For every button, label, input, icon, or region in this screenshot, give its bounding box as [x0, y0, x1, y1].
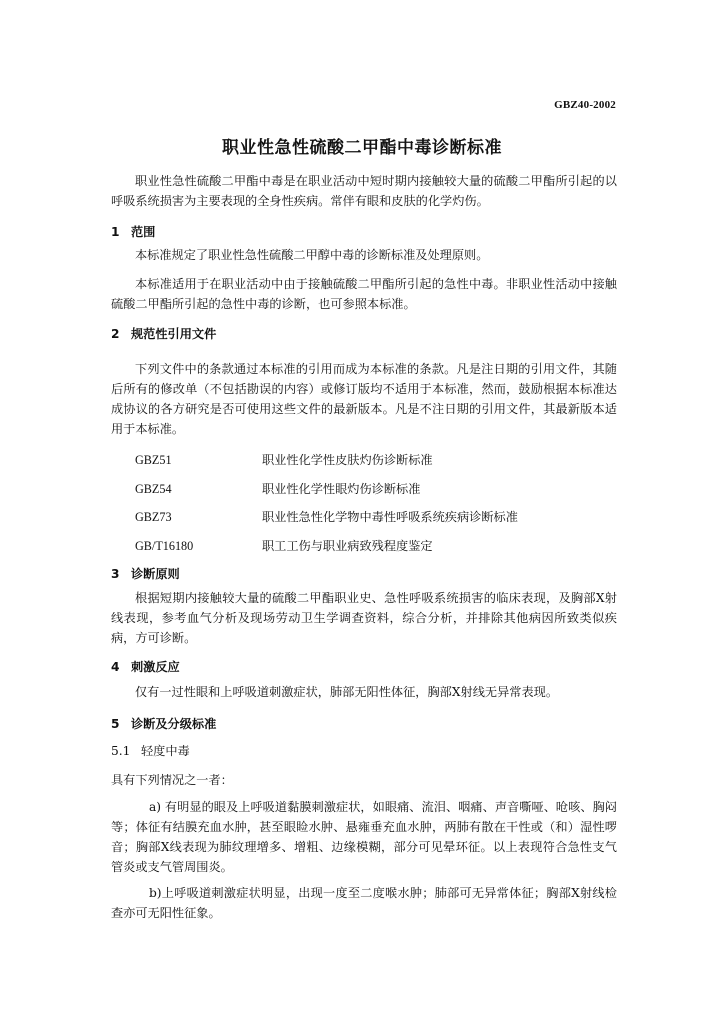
criteria-item-b: b)上呼吸道刺激症状明显，出现一度至二度喉水肿；肺部可无异常体征；胸部X射线检查亦可无阳性征象。 [111, 886, 617, 920]
standard-code: GBZ40-2002 [554, 99, 616, 111]
reference-row [135, 451, 433, 468]
reference-code: GBZ54 [135, 482, 172, 496]
reference-row [135, 508, 518, 525]
section-1-heading [111, 223, 155, 240]
reference-name: 职业性化学性皮肤灼伤诊断标准 [262, 453, 433, 467]
reference-name: 职业性化学性眼灼伤诊断标准 [262, 482, 421, 496]
section-2-heading [111, 325, 216, 342]
section-title: 范围 [131, 225, 156, 239]
section-number: 3 [111, 567, 120, 581]
section-number: 1 [111, 225, 120, 239]
intro-paragraph: 职业性急性硫酸二甲酯中毒是在职业活动中短时期内接触较大量的硫酸二甲酯所引起的以呼吸系统损害为主要表现的全身性疾病。常伴有眼和皮肤的化学灼伤。 [111, 174, 617, 208]
reference-name: 职业性急性化学物中毒性呼吸系统疾病诊断标准 [262, 510, 518, 524]
section-title: 诊断及分级标准 [131, 717, 217, 731]
section-title: 刺激反应 [131, 660, 180, 674]
section-3-heading [111, 565, 180, 582]
subsection-title: 轻度中毒 [141, 744, 190, 758]
section-title: 诊断原则 [131, 567, 180, 581]
section-5-heading [111, 715, 216, 732]
section-number: 4 [111, 660, 120, 674]
section-title: 规范性引用文件 [131, 327, 217, 341]
section-3-paragraph-1: 根据短期内接触较大量的硫酸二甲酯职业史、急性呼吸系统损害的临床表现，及胸部X射线表现，参考血气分析及现场劳动卫生学调查资料，综合分析，并排除其他病因所致类似疾病，方可诊断。 [111, 591, 617, 645]
section-number: 2 [111, 327, 120, 341]
document-title: 职业性急性硫酸二甲酯中毒诊断标准 [222, 138, 502, 158]
reference-code: GB/T16180 [135, 539, 194, 553]
subsection-number: 5.1 [111, 744, 131, 758]
reference-row [135, 537, 433, 554]
section-1-paragraph-2: 本标准适用于在职业活动中由于接触硫酸二甲酯所引起的急性中毒。非职业性活动中接触硫酸二甲酯所引起的急性中毒的诊断，也可参照本标准。 [111, 277, 617, 311]
criteria-item-a: a) 有明显的眼及上呼吸道黏膜刺激症状，如眼痛、流泪、咽痛、声音嘶哑、呛咳、胸闷等；体征有结膜充血水肿，甚至眼睑水肿、悬雍垂充血水肿，两肺有散在干性或（和）湿性啰音；胸部X线表现为肺纹理增多、增粗、边缘模糊，部分可见晕环征。以上表现符合急性支气管炎或支气管周围炎。 [111, 800, 617, 874]
section-number: 5 [111, 717, 120, 731]
reference-row [135, 480, 420, 497]
subsection-5-1-heading [111, 742, 190, 759]
criteria-lead-text: 具有下列情况之一者： [111, 773, 233, 787]
section-1-paragraph-1: 本标准规定了职业性急性硫酸二甲醇中毒的诊断标准及处理原则。 [135, 248, 489, 262]
section-4-paragraph-1: 仅有一过性眼和上呼吸道刺激症状，肺部无阳性体征，胸部X射线无异常表现。 [135, 685, 559, 699]
reference-code: GBZ51 [135, 453, 172, 467]
reference-code: GBZ73 [135, 510, 172, 524]
section-2-paragraph-1: 下列文件中的条款通过本标准的引用而成为本标准的条款。凡是注日期的引用文件，其随后所有的修改单（不包括勘误的内容）或修订版均不适用于本标准，然而，鼓励根据本标准达成协议的各方研究是否可使用这些文件的最新版本。凡是不注日期的引用文件，其最新版本适用于本标准。 [111, 362, 617, 436]
section-4-heading [111, 658, 180, 675]
reference-name: 职工工伤与职业病致残程度鉴定 [262, 539, 433, 553]
